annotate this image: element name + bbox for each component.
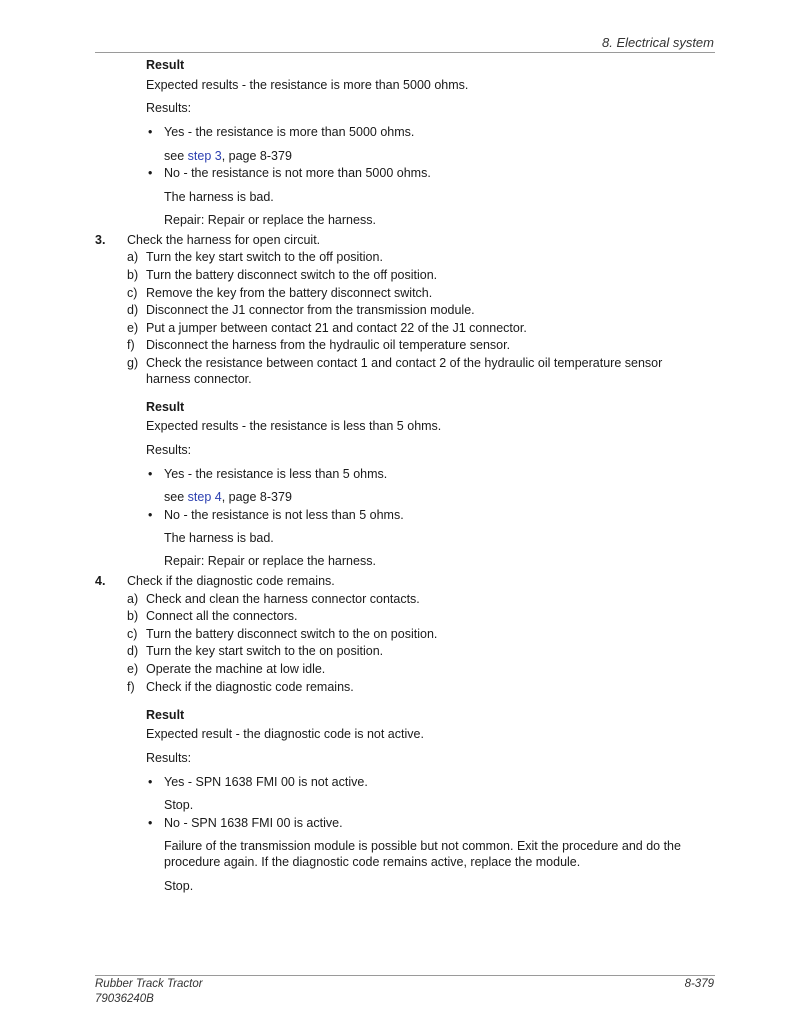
substep-letter: g)	[127, 356, 139, 370]
see-prefix: see	[164, 490, 188, 504]
stop-text: Stop.	[164, 798, 194, 812]
result-yes: Yes - the resistance is more than 5000 ohms.	[164, 125, 415, 139]
step-title: Check the harness for open circuit.	[127, 233, 321, 247]
substep-text: Check the resistance between contact 1 and contact 2 of the hydraulic oil temperature sensor	[146, 356, 663, 370]
substep-text: Disconnect the J1 connector from the transmission module.	[146, 303, 475, 317]
substep-letter: a)	[127, 250, 139, 264]
substep-text: Turn the key start switch to the on position.	[146, 644, 384, 658]
substep-text: Put a jumper between contact 21 and contact 22 of the J1 connector.	[146, 321, 527, 335]
substep-letter: f)	[127, 680, 135, 694]
step-number: 4.	[95, 574, 106, 588]
bullet-icon: •	[148, 775, 153, 789]
footer-doc-number: 79036240B	[95, 993, 154, 1005]
substep-letter: a)	[127, 592, 139, 606]
substep-letter: c)	[127, 286, 138, 300]
bullet-icon: •	[148, 467, 153, 481]
bullet-icon: •	[148, 125, 153, 139]
substep-text: Disconnect the harness from the hydraulic oil temperature sensor.	[146, 338, 511, 352]
see-prefix: see	[164, 149, 188, 163]
substep-text: Turn the battery disconnect switch to the off position.	[146, 268, 438, 282]
repair-text: Repair: Repair or replace the harness.	[164, 554, 376, 568]
stop-text: Stop.	[164, 879, 194, 893]
see-reference	[164, 490, 292, 504]
expected-result: Expected result - the diagnostic code is not active.	[146, 727, 424, 741]
expected-result: Expected results - the resistance is more than 5000 ohms.	[146, 78, 469, 92]
result-heading: Result	[146, 400, 185, 414]
result-no: No - the resistance is not more than 5000 ohms.	[164, 166, 431, 180]
substep-letter: e)	[127, 662, 139, 676]
substep-text: Check and clean the harness connector contacts.	[146, 592, 420, 606]
footer-divider	[95, 975, 715, 976]
bullet-icon: •	[148, 816, 153, 830]
see-suffix: , page 8-379	[221, 149, 292, 163]
footer-title: Rubber Track Tractor	[95, 978, 203, 990]
harness-bad-text: The harness is bad.	[164, 531, 274, 545]
failure-text-continued: procedure again. If the diagnostic code remains active, replace the module.	[164, 855, 581, 869]
substep-letter: b)	[127, 609, 139, 623]
header-divider	[95, 52, 715, 53]
results-label: Results:	[146, 443, 192, 457]
result-no: No - SPN 1638 FMI 00 is active.	[164, 816, 343, 830]
substep-letter: f)	[127, 338, 135, 352]
substep-text: Remove the key from the battery disconnect switch.	[146, 286, 433, 300]
harness-bad-text: The harness is bad.	[164, 190, 274, 204]
substep-text-continued: harness connector.	[146, 372, 252, 386]
repair-text: Repair: Repair or replace the harness.	[164, 213, 376, 227]
substep-text: Turn the battery disconnect switch to the on position.	[146, 627, 438, 641]
substep-letter: d)	[127, 644, 139, 658]
substep-letter: c)	[127, 627, 138, 641]
result-yes: Yes - SPN 1638 FMI 00 is not active.	[164, 775, 368, 789]
failure-text: Failure of the transmission module is possible but not common. Exit the procedure and do the	[164, 839, 681, 853]
substep-text: Connect all the connectors.	[146, 609, 298, 623]
results-label: Results:	[146, 101, 192, 115]
substep-text: Check if the diagnostic code remains.	[146, 680, 354, 694]
substep-letter: e)	[127, 321, 139, 335]
step-4-link[interactable]: step 4	[187, 490, 222, 504]
see-reference	[164, 149, 292, 163]
bullet-icon: •	[148, 166, 153, 180]
see-suffix: , page 8-379	[221, 490, 292, 504]
substep-text: Turn the key start switch to the off position.	[146, 250, 383, 264]
step-title: Check if the diagnostic code remains.	[127, 574, 335, 588]
bullet-icon: •	[148, 508, 153, 522]
step-number: 3.	[95, 233, 106, 247]
header-section-title: 8. Electrical system	[602, 35, 714, 50]
results-label: Results:	[146, 751, 192, 765]
substep-letter: b)	[127, 268, 139, 282]
step-3-link[interactable]: step 3	[187, 149, 222, 163]
result-heading: Result	[146, 58, 185, 72]
substep-letter: d)	[127, 303, 139, 317]
result-no: No - the resistance is not less than 5 ohms.	[164, 508, 404, 522]
expected-result: Expected results - the resistance is less than 5 ohms.	[146, 419, 442, 433]
result-yes: Yes - the resistance is less than 5 ohms.	[164, 467, 388, 481]
result-heading: Result	[146, 708, 185, 722]
substep-text: Operate the machine at low idle.	[146, 662, 326, 676]
footer-page-number: 8-379	[684, 978, 714, 990]
